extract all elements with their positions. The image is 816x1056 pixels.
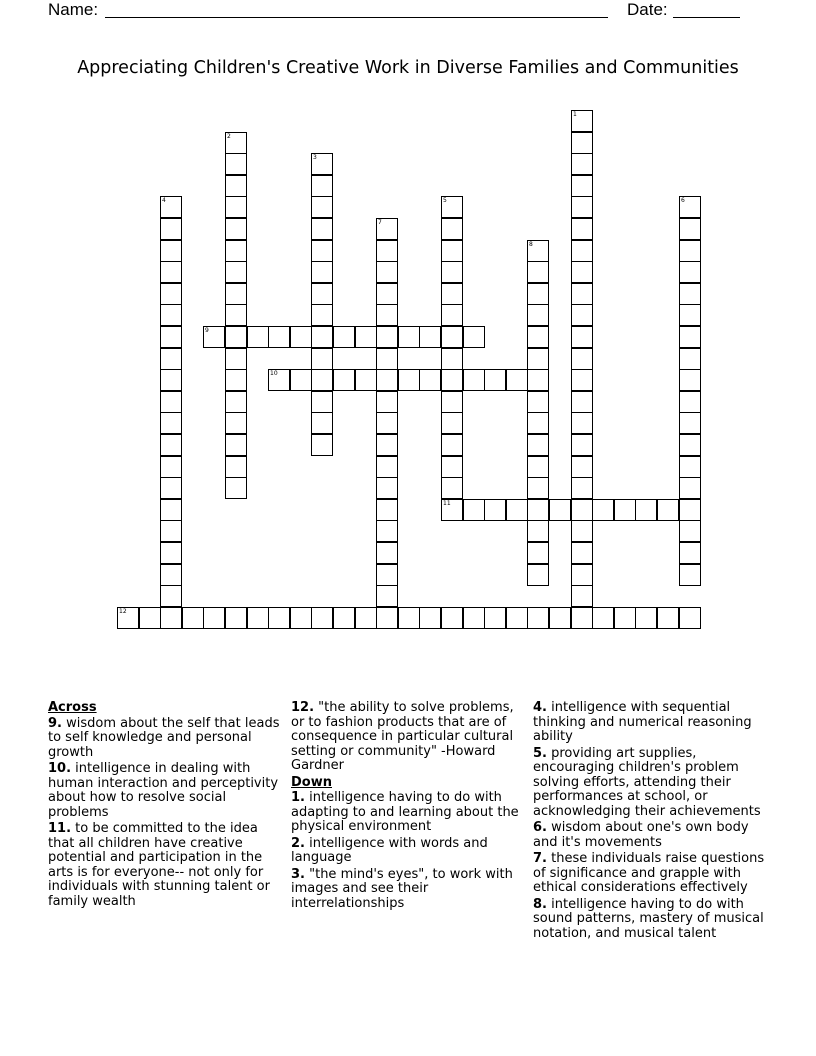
clue-number: 1. xyxy=(291,790,305,805)
grid-cell[interactable] xyxy=(657,607,679,629)
grid-cell[interactable] xyxy=(419,369,441,391)
grid-cell[interactable] xyxy=(333,607,355,629)
grid-cell[interactable] xyxy=(225,477,247,499)
grid-cell[interactable] xyxy=(160,218,182,240)
grid-cell[interactable] xyxy=(160,283,182,305)
down-heading: Down xyxy=(291,774,332,790)
clue-down-1 xyxy=(291,791,526,835)
grid-cell[interactable] xyxy=(160,348,182,370)
grid-cell[interactable] xyxy=(527,499,549,521)
clue-text: to be committed to the idea that all children have creative potential and participation in the arts is for everyone-- not only for individuals with stunning talent or family wealth xyxy=(48,821,270,909)
grid-cell[interactable] xyxy=(290,369,312,391)
grid-cell[interactable] xyxy=(441,304,463,326)
grid-cell[interactable] xyxy=(484,369,506,391)
grid-cell[interactable] xyxy=(160,564,182,586)
grid-cell[interactable] xyxy=(441,477,463,499)
clue-number: 6. xyxy=(533,820,547,835)
grid-cell[interactable] xyxy=(311,391,333,413)
grid-cell[interactable] xyxy=(441,499,463,521)
clues-column-1 xyxy=(48,701,286,911)
clue-text: intelligence in dealing with human interaction and perceptivity about how to resolve social problems xyxy=(48,761,279,820)
grid-cell[interactable] xyxy=(571,434,593,456)
clue-down-4 xyxy=(533,701,773,745)
grid-cell[interactable] xyxy=(268,326,290,348)
clue-down-6 xyxy=(533,821,773,850)
grid-cell[interactable] xyxy=(225,434,247,456)
grid-cell[interactable] xyxy=(463,607,485,629)
grid-cell[interactable] xyxy=(160,196,182,218)
grid-cell[interactable] xyxy=(635,499,657,521)
clue-text: wisdom about the self that leads to self knowledge and personal growth xyxy=(48,715,280,760)
grid-cell[interactable] xyxy=(355,326,377,348)
grid-cell[interactable] xyxy=(549,499,571,521)
grid-cell[interactable] xyxy=(441,261,463,283)
grid-cell[interactable] xyxy=(160,261,182,283)
grid-cell[interactable] xyxy=(290,607,312,629)
clues-column-2 xyxy=(291,701,526,913)
cell-number: 12 xyxy=(119,608,127,615)
grid-cell[interactable] xyxy=(679,261,701,283)
grid-cell[interactable] xyxy=(225,412,247,434)
clue-number: 12. xyxy=(291,700,315,715)
clue-across-9 xyxy=(48,717,286,761)
grid-cell[interactable] xyxy=(679,391,701,413)
grid-cell[interactable] xyxy=(679,196,701,218)
grid-cell[interactable] xyxy=(225,391,247,413)
clue-number: 3. xyxy=(291,866,305,882)
grid-cell[interactable] xyxy=(571,283,593,305)
grid-cell[interactable] xyxy=(225,607,247,629)
grid-cell[interactable] xyxy=(614,607,636,629)
grid-cell[interactable] xyxy=(160,520,182,542)
grid-cell[interactable] xyxy=(571,261,593,283)
grid-cell[interactable] xyxy=(679,348,701,370)
clue-text: providing art supplies, encouraging children's problem solving efforts, attending their performances at school, or acknowledging their achievements xyxy=(533,745,761,819)
grid-cell[interactable] xyxy=(376,499,398,521)
grid-cell[interactable] xyxy=(657,499,679,521)
grid-cell[interactable] xyxy=(160,304,182,326)
grid-cell[interactable] xyxy=(484,499,506,521)
clues-column-3 xyxy=(533,701,773,943)
grid-cell[interactable] xyxy=(247,607,269,629)
grid-cell[interactable] xyxy=(571,304,593,326)
clue-number: 4. xyxy=(533,700,547,715)
grid-cell[interactable] xyxy=(203,607,225,629)
cell-number: 1 xyxy=(573,111,577,118)
grid-cell[interactable] xyxy=(398,369,420,391)
grid-cell[interactable] xyxy=(225,153,247,175)
grid-cell[interactable] xyxy=(376,412,398,434)
grid-cell[interactable] xyxy=(679,520,701,542)
grid-cell[interactable] xyxy=(527,607,549,629)
cell-number: 10 xyxy=(270,370,278,377)
clue-number: 9. xyxy=(48,715,62,731)
grid-cell[interactable] xyxy=(571,585,593,607)
grid-cell[interactable] xyxy=(160,369,182,391)
grid-cell[interactable] xyxy=(160,456,182,478)
grid-cell[interactable] xyxy=(355,369,377,391)
grid-cell[interactable] xyxy=(441,456,463,478)
grid-cell[interactable] xyxy=(527,564,549,586)
grid-cell[interactable] xyxy=(679,326,701,348)
grid-cell[interactable] xyxy=(376,542,398,564)
cell-number: 7 xyxy=(378,219,382,226)
grid-cell[interactable] xyxy=(117,607,139,629)
grid-cell[interactable] xyxy=(419,607,441,629)
puzzle-title: Appreciating Children's Creative Work in Diverse Families and Communities xyxy=(77,58,739,78)
clue-number: 10. xyxy=(48,761,72,776)
grid-cell[interactable] xyxy=(571,499,593,521)
grid-cell[interactable] xyxy=(571,196,593,218)
grid-cell[interactable] xyxy=(571,477,593,499)
grid-cell[interactable] xyxy=(441,240,463,262)
grid-cell[interactable] xyxy=(290,326,312,348)
grid-cell[interactable] xyxy=(571,607,593,629)
grid-cell[interactable] xyxy=(311,434,333,456)
clue-down-3 xyxy=(291,868,526,912)
grid-cell[interactable] xyxy=(311,153,333,175)
grid-cell[interactable] xyxy=(679,283,701,305)
grid-cell[interactable] xyxy=(571,412,593,434)
grid-cell[interactable] xyxy=(376,564,398,586)
grid-cell[interactable] xyxy=(463,326,485,348)
grid-cell[interactable] xyxy=(441,369,463,391)
clue-down-5 xyxy=(533,747,773,820)
clue-number: 2. xyxy=(291,835,305,851)
clue-down-8 xyxy=(533,898,773,942)
grid-cell[interactable] xyxy=(311,218,333,240)
grid-cell[interactable] xyxy=(311,369,333,391)
clue-down-2 xyxy=(291,837,526,866)
grid-cell[interactable] xyxy=(571,520,593,542)
grid-cell[interactable] xyxy=(139,607,161,629)
grid-cell[interactable] xyxy=(203,326,225,348)
clue-number: 5. xyxy=(533,745,547,761)
grid-cell[interactable] xyxy=(527,304,549,326)
grid-cell[interactable] xyxy=(225,175,247,197)
grid-cell[interactable] xyxy=(571,240,593,262)
grid-cell[interactable] xyxy=(311,607,333,629)
grid-cell[interactable] xyxy=(571,218,593,240)
grid-cell[interactable] xyxy=(311,283,333,305)
grid-cell[interactable] xyxy=(571,369,593,391)
grid-cell[interactable] xyxy=(527,283,549,305)
grid-cell[interactable] xyxy=(311,175,333,197)
grid-cell[interactable] xyxy=(376,585,398,607)
grid-cell[interactable] xyxy=(225,283,247,305)
grid-cell[interactable] xyxy=(182,607,204,629)
clue-text: intelligence with words and language xyxy=(291,835,488,865)
across-heading: Across xyxy=(48,700,97,715)
grid-cell[interactable] xyxy=(376,261,398,283)
grid-cell[interactable] xyxy=(679,499,701,521)
grid-cell[interactable] xyxy=(441,348,463,370)
grid-cell[interactable] xyxy=(225,369,247,391)
grid-cell[interactable] xyxy=(311,240,333,262)
grid-cell[interactable] xyxy=(592,607,614,629)
grid-cell[interactable] xyxy=(398,607,420,629)
grid-cell[interactable] xyxy=(679,477,701,499)
grid-cell[interactable] xyxy=(268,607,290,629)
grid-cell[interactable] xyxy=(527,261,549,283)
grid-cell[interactable] xyxy=(527,348,549,370)
clue-number: 7. xyxy=(533,851,547,866)
grid-cell[interactable] xyxy=(376,218,398,240)
grid-cell[interactable] xyxy=(571,110,593,132)
cell-number: 11 xyxy=(443,500,451,507)
cell-number: 2 xyxy=(227,133,231,140)
grid-cell[interactable] xyxy=(160,434,182,456)
grid-cell[interactable] xyxy=(571,564,593,586)
cell-number: 3 xyxy=(313,154,317,161)
grid-cell[interactable] xyxy=(419,326,441,348)
grid-cell[interactable] xyxy=(441,283,463,305)
clue-across-11 xyxy=(48,822,286,909)
grid-cell[interactable] xyxy=(484,607,506,629)
grid-cell[interactable] xyxy=(527,412,549,434)
grid-cell[interactable] xyxy=(441,218,463,240)
grid-cell[interactable] xyxy=(441,391,463,413)
grid-cell[interactable] xyxy=(376,607,398,629)
grid-cell[interactable] xyxy=(549,607,571,629)
grid-cell[interactable] xyxy=(225,218,247,240)
cell-number: 5 xyxy=(443,197,447,204)
grid-cell[interactable] xyxy=(571,153,593,175)
grid-cell[interactable] xyxy=(679,564,701,586)
grid-cell[interactable] xyxy=(527,326,549,348)
grid-cell[interactable] xyxy=(441,607,463,629)
grid-cell[interactable] xyxy=(398,326,420,348)
clue-down-7 xyxy=(533,852,773,896)
grid-cell[interactable] xyxy=(160,585,182,607)
grid-cell[interactable] xyxy=(376,348,398,370)
cell-number: 6 xyxy=(681,197,685,204)
clue-across-12 xyxy=(291,701,526,774)
grid-cell[interactable] xyxy=(225,348,247,370)
cell-number: 8 xyxy=(529,241,533,248)
grid-cell[interactable] xyxy=(679,456,701,478)
grid-cell[interactable] xyxy=(527,520,549,542)
grid-cell[interactable] xyxy=(571,348,593,370)
grid-cell[interactable] xyxy=(441,412,463,434)
grid-cell[interactable] xyxy=(463,499,485,521)
grid-cell[interactable] xyxy=(160,412,182,434)
grid-cell[interactable] xyxy=(225,326,247,348)
clue-text: intelligence having to do with adapting to and learning about the physical environment xyxy=(291,790,519,834)
clue-text: intelligence having to do with sound patterns, mastery of musical notation, and musical talent xyxy=(533,896,764,941)
grid-cell[interactable] xyxy=(355,607,377,629)
grid-cell[interactable] xyxy=(571,175,593,197)
grid-cell[interactable] xyxy=(527,434,549,456)
grid-cell[interactable] xyxy=(333,369,355,391)
grid-cell[interactable] xyxy=(571,132,593,154)
grid-cell[interactable] xyxy=(311,412,333,434)
clue-text: wisdom about one's own body and it's movements xyxy=(533,820,749,850)
grid-cell[interactable] xyxy=(225,132,247,154)
grid-cell[interactable] xyxy=(311,304,333,326)
clue-across-10 xyxy=(48,762,286,820)
grid-cell[interactable] xyxy=(311,196,333,218)
grid-cell[interactable] xyxy=(614,499,636,521)
grid-cell[interactable] xyxy=(679,218,701,240)
clue-text: "the mind's eyes", to work with images and see their interrelationships xyxy=(291,866,513,911)
grid-cell[interactable] xyxy=(679,434,701,456)
grid-cell[interactable] xyxy=(225,456,247,478)
grid-cell[interactable] xyxy=(311,326,333,348)
clue-text: these individuals raise questions of significance and grapple with ethical considerations effectively xyxy=(533,851,765,895)
grid-cell[interactable] xyxy=(571,542,593,564)
grid-cell[interactable] xyxy=(463,369,485,391)
grid-cell[interactable] xyxy=(527,391,549,413)
grid-cell[interactable] xyxy=(679,304,701,326)
grid-cell[interactable] xyxy=(592,499,614,521)
grid-cell[interactable] xyxy=(160,607,182,629)
grid-cell[interactable] xyxy=(506,499,528,521)
grid-cell[interactable] xyxy=(376,456,398,478)
grid-cell[interactable] xyxy=(376,304,398,326)
grid-cell[interactable] xyxy=(527,240,549,262)
grid-cell[interactable] xyxy=(160,391,182,413)
grid-cell[interactable] xyxy=(376,520,398,542)
clue-text: "the ability to solve problems, or to fashion products that are of consequence in particular cultural setting or community" -Howard Gardner xyxy=(291,700,514,773)
grid-cell[interactable] xyxy=(527,456,549,478)
grid-cell[interactable] xyxy=(376,283,398,305)
grid-cell[interactable] xyxy=(679,369,701,391)
grid-cell[interactable] xyxy=(527,477,549,499)
grid-cell[interactable] xyxy=(376,434,398,456)
grid-cell[interactable] xyxy=(160,240,182,262)
grid-cell[interactable] xyxy=(160,499,182,521)
grid-cell[interactable] xyxy=(376,391,398,413)
clue-number: 8. xyxy=(533,896,547,912)
grid-cell[interactable] xyxy=(527,542,549,564)
grid-cell[interactable] xyxy=(571,391,593,413)
grid-cell[interactable] xyxy=(571,456,593,478)
grid-cell[interactable] xyxy=(506,369,528,391)
grid-cell[interactable] xyxy=(225,196,247,218)
grid-cell[interactable] xyxy=(160,542,182,564)
grid-cell[interactable] xyxy=(160,326,182,348)
clue-number: 11. xyxy=(48,821,72,836)
grid-cell[interactable] xyxy=(333,326,355,348)
clue-text: intelligence with sequential thinking and numerical reasoning ability xyxy=(533,700,752,744)
grid-cell[interactable] xyxy=(376,369,398,391)
grid-cell[interactable] xyxy=(247,326,269,348)
grid-cell[interactable] xyxy=(225,304,247,326)
grid-cell[interactable] xyxy=(441,326,463,348)
grid-cell[interactable] xyxy=(571,326,593,348)
grid-cell[interactable] xyxy=(376,240,398,262)
grid-cell[interactable] xyxy=(506,607,528,629)
grid-cell[interactable] xyxy=(225,240,247,262)
name-label: Name: xyxy=(48,0,99,19)
grid-cell[interactable] xyxy=(225,261,247,283)
grid-cell[interactable] xyxy=(679,542,701,564)
grid-cell[interactable] xyxy=(441,196,463,218)
grid-cell[interactable] xyxy=(268,369,290,391)
cell-number: 9 xyxy=(205,327,209,334)
grid-cell[interactable] xyxy=(311,261,333,283)
grid-cell[interactable] xyxy=(376,326,398,348)
grid-cell[interactable] xyxy=(679,412,701,434)
date-label: Date: xyxy=(627,0,668,19)
grid-cell[interactable] xyxy=(441,434,463,456)
grid-cell[interactable] xyxy=(527,369,549,391)
grid-cell[interactable] xyxy=(635,607,657,629)
grid-cell[interactable] xyxy=(679,240,701,262)
grid-cell[interactable] xyxy=(311,348,333,370)
grid-cell[interactable] xyxy=(160,477,182,499)
grid-cell[interactable] xyxy=(376,477,398,499)
grid-cell[interactable] xyxy=(679,607,701,629)
cell-number: 4 xyxy=(162,197,166,204)
